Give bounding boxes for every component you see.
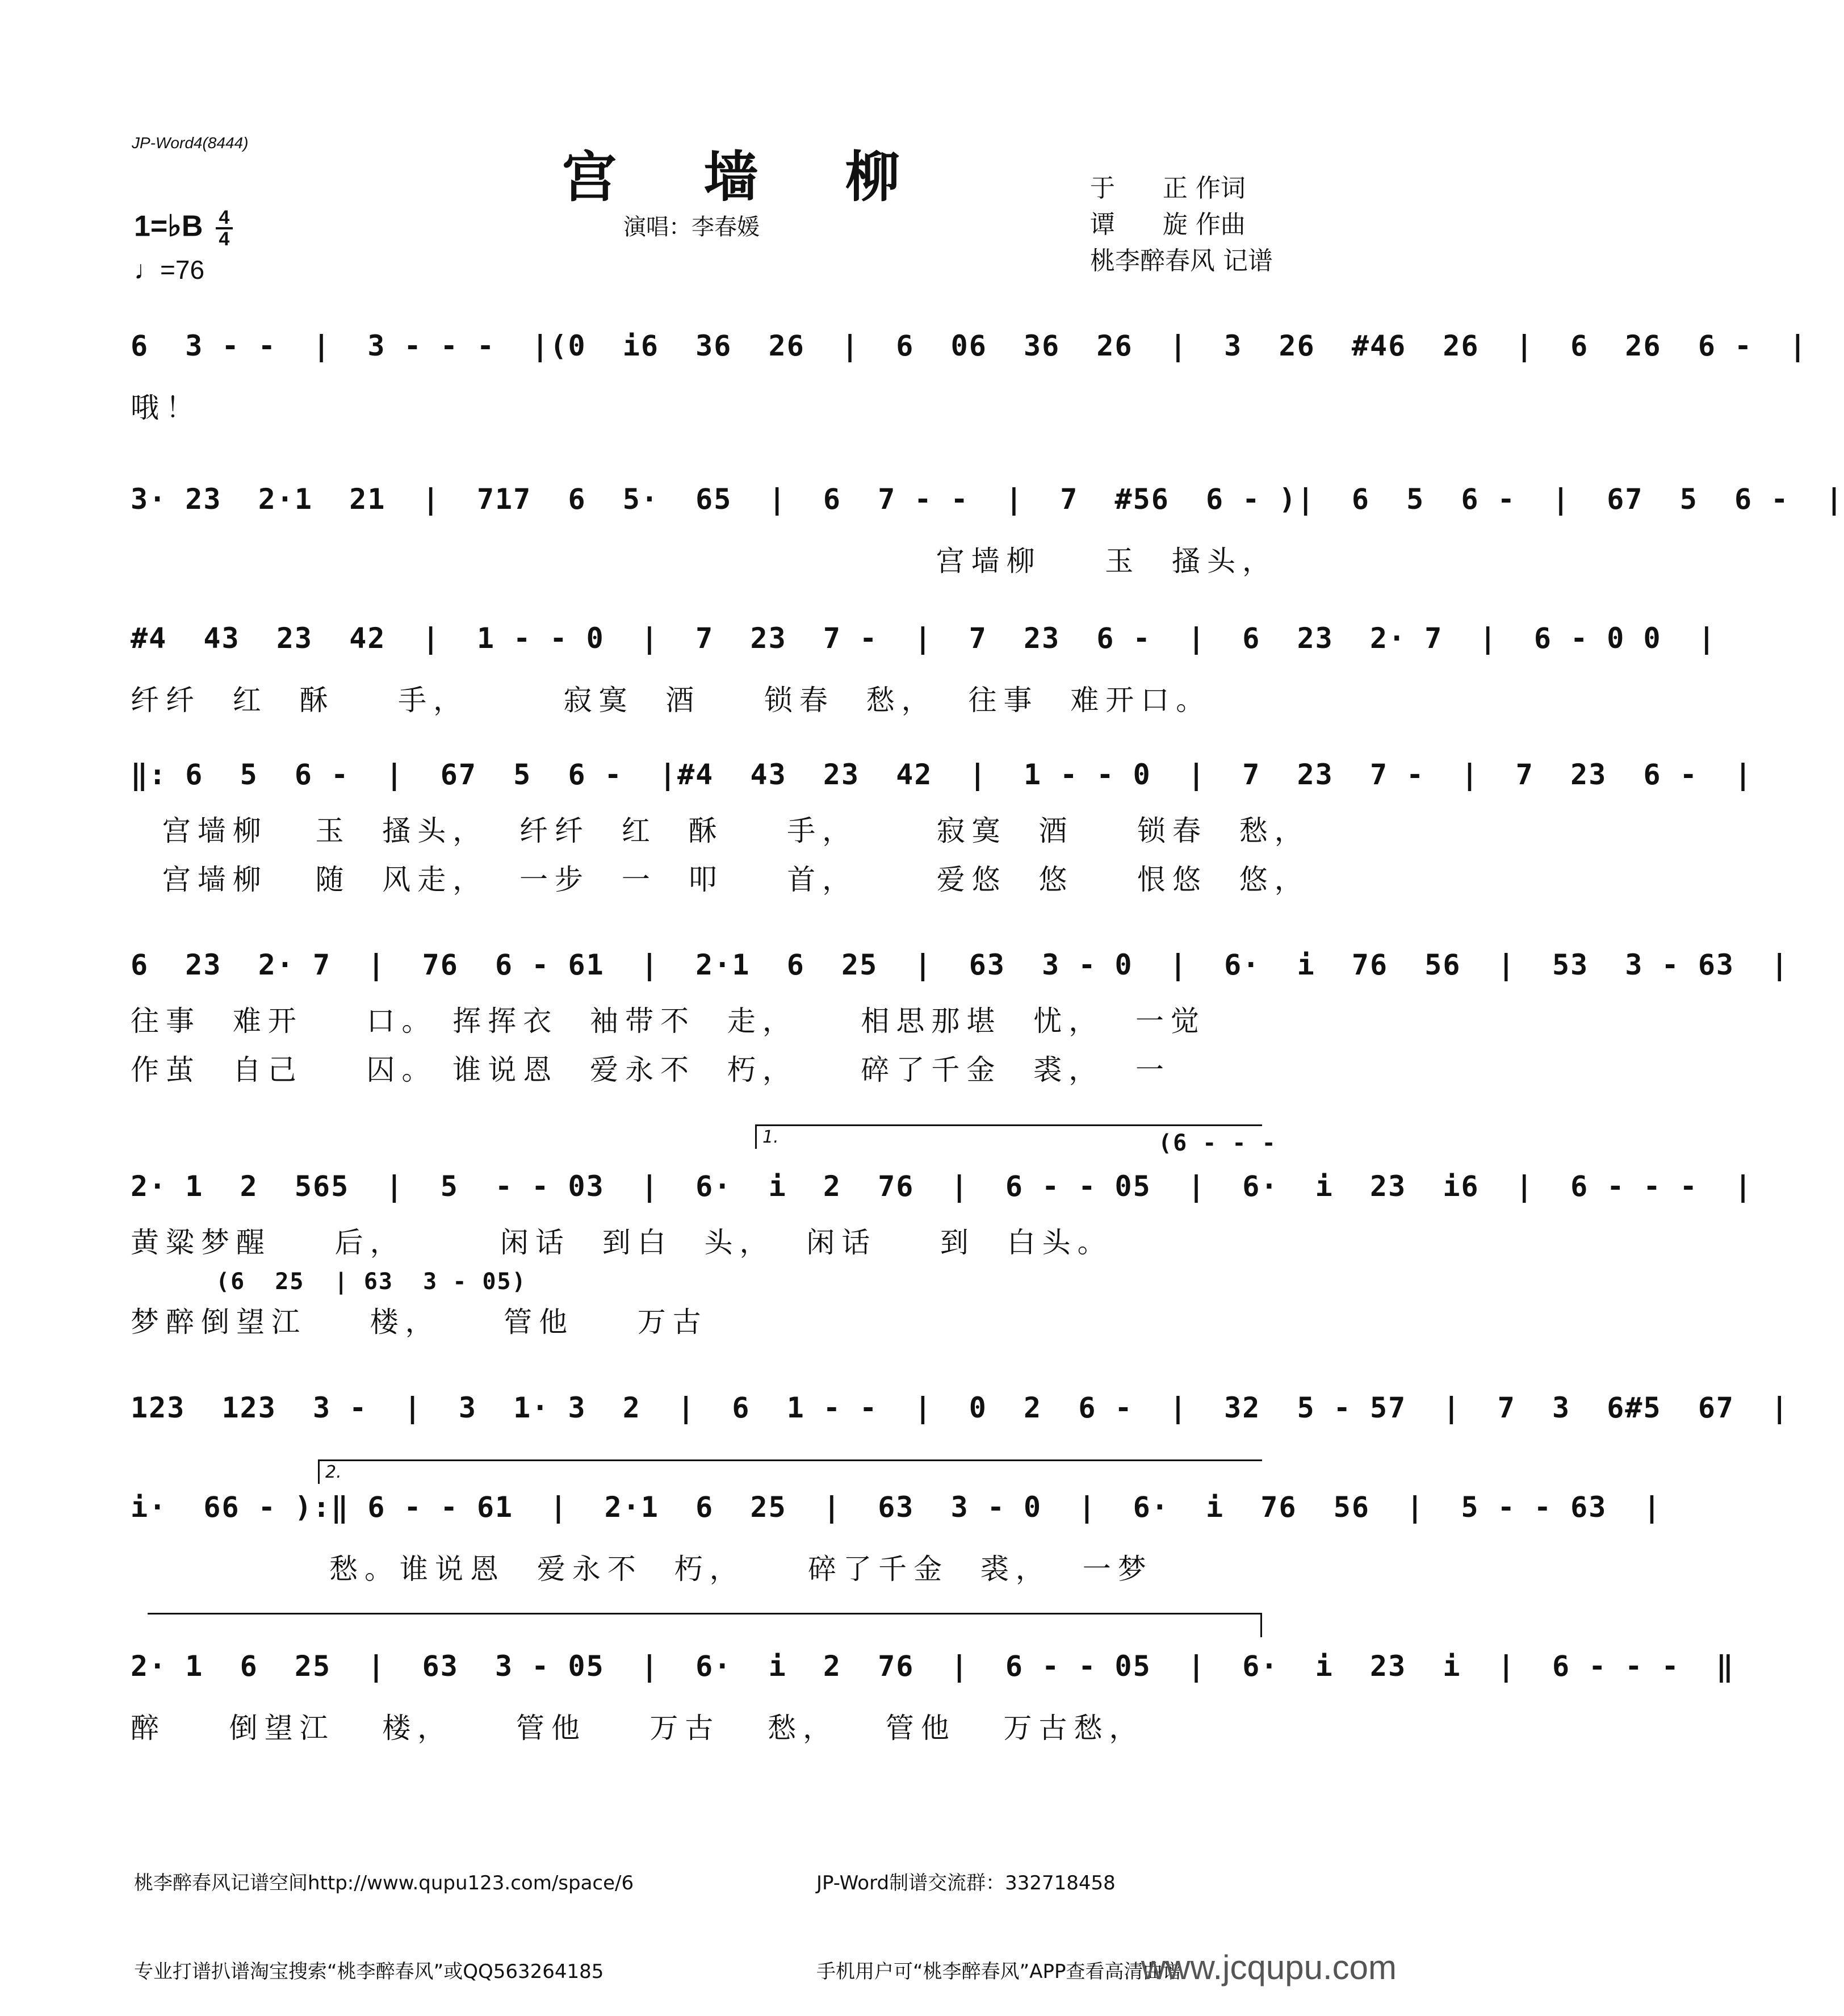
second-ending-bracket	[318, 1459, 1262, 1484]
lyrics-line-verse-2: 梦醉倒望江 楼， 管他 万古	[131, 1306, 708, 1339]
lyricist-credit: 于 正 作词	[1090, 174, 1246, 203]
footer-right-line-1: JP-Word制谱交流群：332718458	[816, 1872, 1116, 1894]
notation-line: 6 3 - - | 3 - - - |(0 i6 36 26 | 6 06 36 26 | 3 26 #46 26 | 6 26 6 - |	[131, 329, 1808, 362]
composer-credit: 谭 旋 作曲	[1090, 210, 1246, 239]
score-system-5	[131, 948, 1789, 1088]
lyrics-line: 纤纤 红 酥 手， 寂寞 酒 锁春 愁， 往事 难开口。	[131, 684, 1212, 717]
score-system-3	[131, 622, 1716, 718]
lyrics-line-verse-2: 宫墙柳 随 风走， 一步 一 叩 首， 爱悠 悠 恨悠 悠，	[131, 863, 1310, 896]
footer-left	[134, 1809, 634, 2016]
notation-line: 3· 23 2·1 21 | 717 6 5· 65 | 6 7 - - | 7 #56 6 - )| 6 5 6 - | 67 5 6 - |	[131, 483, 1844, 516]
footer-right	[816, 1809, 1182, 2016]
notation-line: 6 23 2· 7 | 76 6 - 61 | 2·1 6 25 | 63 3 - 0 | 6· i 76 56 | 53 3 - 63 |	[131, 948, 1789, 981]
score-system-7	[131, 1391, 1789, 1424]
quarter-note-icon: ♩	[134, 255, 160, 285]
footer-right-line-2: 手机用户可“桃李醉春风”APP查看高清曲谱	[816, 1960, 1182, 1983]
volta-label: 1.	[762, 1127, 779, 1147]
score-system-8	[131, 1491, 1662, 1587]
key-signature	[134, 208, 233, 249]
transcriber-credit: 桃李醉春风 记谱	[1090, 246, 1273, 275]
notation-line: i· 66 - ):‖ 6 - - 61 | 2·1 6 25 | 63 3 - 0 | 6· i 76 56 | 5 - - 63 |	[131, 1491, 1662, 1524]
ending-bracket	[148, 1613, 1262, 1637]
time-signature	[216, 208, 233, 249]
notation-line: #4 43 23 42 | 1 - - 0 | 7 23 7 - | 7 23 6 - | 6 23 2· 7 | 6 - 0 0 |	[131, 622, 1716, 655]
lyrics-line: 宫墙柳 玉 搔头，	[936, 545, 1277, 578]
song-title: 宫 墙 柳	[562, 145, 934, 209]
site-watermark: www.jcqupu.com	[1141, 1948, 1397, 1986]
score-system-9	[131, 1650, 1735, 1746]
bracket-note: (6 - - -	[1158, 1130, 1277, 1156]
software-label: JP-Word4(8444)	[132, 134, 249, 152]
notation-line: 123 123 3 - | 3 1· 3 2 | 6 1 - - | 0 2 6 - | 32 5 - 57 | 7 3 6#5 67 |	[131, 1391, 1789, 1424]
footer-left-line-1: 桃李醉春风记谱空间http://www.qupu123.com/space/6	[134, 1872, 634, 1894]
lyrics-line-verse-1: 往事 难开 口。 挥挥衣 袖带不 走， 相思那堪 忧， 一觉	[131, 1005, 1206, 1038]
lyrics-line-verse-2: 作茧 自己 囚。 谁说恩 爱永不 朽， 碎了千金 裘， 一	[131, 1053, 1171, 1086]
lyrics-line-verse-1: 宫墙柳 玉 搔头， 纤纤 红 酥 手， 寂寞 酒 锁春 愁，	[131, 814, 1310, 847]
lyrics-line: 醉 倒望江 楼， 管他 万古 愁， 管他 万古愁，	[131, 1712, 1145, 1745]
second-verse-notation: (6 25 | 63 3 - 05)	[216, 1269, 527, 1295]
credits-block	[1090, 170, 1273, 279]
score-system-4	[131, 758, 1753, 898]
tempo-marking	[134, 254, 204, 285]
singer-credit: 演唱：李春媛	[623, 214, 760, 240]
score-system-2	[131, 483, 1844, 579]
footer-left-line-2: 专业打谱扒谱淘宝搜索“桃李醉春风”或QQ563264185	[134, 1960, 604, 1983]
score-system-6	[131, 1170, 1753, 1340]
notation-line: ‖: 6 5 6 - | 67 5 6 - |#4 43 23 42 | 1 - - 0 | 7 23 7 - | 7 23 6 - |	[131, 758, 1753, 791]
key-label: 1=♭B	[134, 210, 203, 243]
notation-line: 2· 1 6 25 | 63 3 - 05 | 6· i 2 76 | 6 - - 05 | 6· i 23 i | 6 - - - ‖	[131, 1650, 1735, 1683]
notation-line: 2· 1 2 565 | 5 - - 03 | 6· i 2 76 | 6 - - 05 | 6· i 23 i6 | 6 - - - |	[131, 1170, 1753, 1203]
lyrics-line: 愁。谁说恩 爱永不 朽， 碎了千金 裘， 一梦	[329, 1553, 1153, 1586]
volta-label: 2.	[325, 1462, 342, 1482]
lyrics-line-verse-1: 黄粱梦醒 后， 闲话 到白 头， 闲话 到 白头。	[131, 1226, 1113, 1259]
time-bottom: 4	[219, 228, 230, 250]
time-top: 4	[219, 207, 230, 228]
lyrics-line: 哦！	[131, 391, 201, 424]
tempo-value: =76	[160, 255, 205, 285]
score-system-1	[131, 329, 1808, 426]
